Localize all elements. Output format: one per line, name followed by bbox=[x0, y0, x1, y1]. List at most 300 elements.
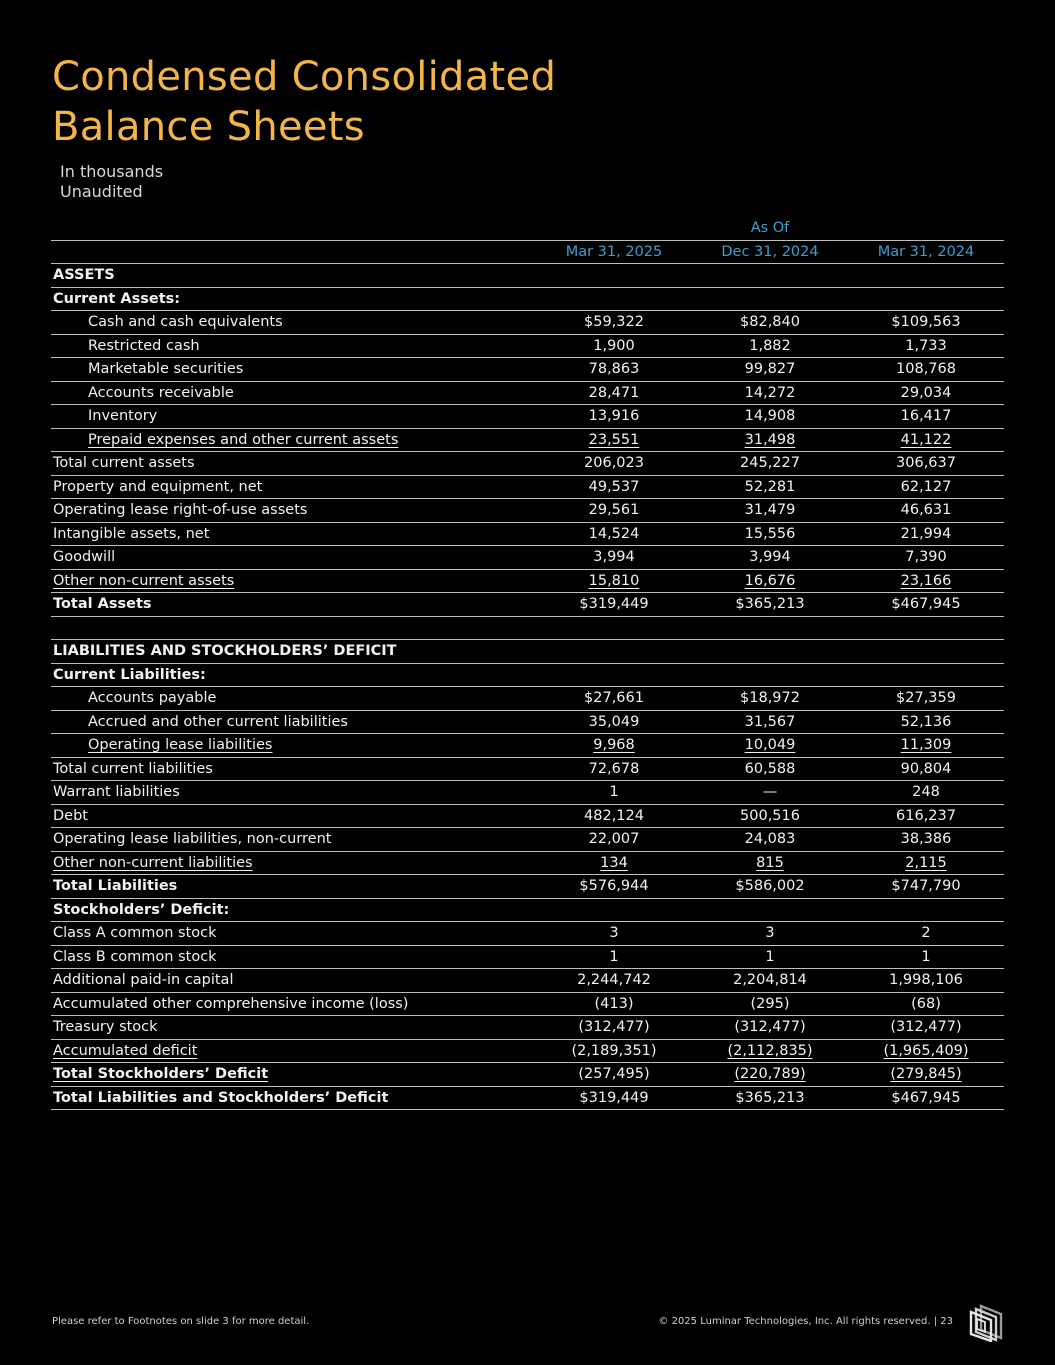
table-row bbox=[51, 358, 1004, 382]
cell-value-text: 23,166 bbox=[900, 572, 952, 589]
row-label-text: Total Liabilities bbox=[53, 878, 178, 895]
cell-value bbox=[848, 969, 1004, 993]
cell-value bbox=[848, 452, 1004, 476]
column-header-mar-2025: Mar 31, 2025 bbox=[536, 240, 692, 264]
cell-value bbox=[692, 1086, 848, 1110]
cell-value bbox=[692, 381, 848, 405]
cell-value bbox=[692, 499, 848, 523]
cell-value bbox=[692, 828, 848, 852]
row-label bbox=[51, 710, 536, 734]
cell-value bbox=[536, 569, 692, 593]
units-note: In thousands bbox=[60, 162, 164, 181]
cell-value-text: 815 bbox=[756, 854, 784, 871]
cell-value-text: 72,678 bbox=[588, 760, 640, 777]
cell-value-text: 11,309 bbox=[900, 737, 952, 754]
cell-value-text: 2,244,742 bbox=[577, 972, 651, 989]
cell-value-text: 616,237 bbox=[896, 807, 956, 824]
cell-value-text: $319,449 bbox=[579, 1089, 649, 1106]
table-row bbox=[51, 546, 1004, 570]
table-row bbox=[51, 1039, 1004, 1063]
table-row bbox=[51, 1016, 1004, 1040]
table-row bbox=[51, 875, 1004, 899]
table-row bbox=[51, 452, 1004, 476]
cell-value-text: (1,965,409) bbox=[883, 1042, 969, 1059]
row-label-text: Treasury stock bbox=[53, 1019, 158, 1036]
row-label bbox=[51, 381, 536, 405]
cell-value bbox=[536, 546, 692, 570]
row-label-text: Current Assets: bbox=[53, 290, 181, 307]
row-label bbox=[51, 1063, 536, 1087]
row-label-text: Inventory bbox=[88, 408, 158, 425]
cell-value bbox=[848, 381, 1004, 405]
row-label bbox=[51, 311, 536, 335]
row-label bbox=[51, 475, 536, 499]
cell-value-text: (413) bbox=[594, 995, 634, 1012]
cell-value-text: $576,944 bbox=[579, 878, 649, 895]
header-dates-row bbox=[51, 240, 1004, 264]
cell-value-text: 46,631 bbox=[900, 502, 952, 519]
table-row bbox=[51, 475, 1004, 499]
cell-value bbox=[848, 616, 1004, 640]
row-label-text: LIABILITIES AND STOCKHOLDERS’ DEFICIT bbox=[53, 643, 397, 660]
table-row bbox=[51, 898, 1004, 922]
cell-value bbox=[692, 405, 848, 429]
copyright-page-number: © 2025 Luminar Technologies, Inc. All rights reserved. | 23 bbox=[658, 1316, 953, 1327]
title-line-2: Balance Sheets bbox=[52, 104, 365, 150]
row-label-text: Class B common stock bbox=[53, 948, 217, 965]
cell-value-text: $365,213 bbox=[735, 1089, 805, 1106]
cell-value bbox=[692, 922, 848, 946]
cell-value-text: (2,112,835) bbox=[727, 1042, 813, 1059]
table-row bbox=[51, 334, 1004, 358]
cell-value-text: 22,007 bbox=[588, 831, 640, 848]
cell-value bbox=[536, 452, 692, 476]
cell-value-text: 41,122 bbox=[900, 431, 952, 448]
cell-value-text: 90,804 bbox=[900, 760, 952, 777]
row-label-text: Operating lease liabilities, non-current bbox=[53, 831, 332, 848]
cell-value-text: 3 bbox=[609, 925, 619, 942]
row-label-text: Accumulated deficit bbox=[53, 1042, 198, 1059]
cell-value-text: $18,972 bbox=[740, 690, 800, 707]
balance-sheet-table bbox=[51, 217, 1004, 1110]
header-as-of: As Of bbox=[536, 217, 1004, 240]
table-row bbox=[51, 264, 1004, 288]
cell-value-text: (257,495) bbox=[578, 1066, 650, 1083]
column-header-mar-2024: Mar 31, 2024 bbox=[848, 240, 1004, 264]
cell-value bbox=[692, 687, 848, 711]
row-label-text: Operating lease liabilities bbox=[88, 737, 273, 754]
cell-value bbox=[692, 875, 848, 899]
cell-value bbox=[848, 828, 1004, 852]
row-label bbox=[51, 969, 536, 993]
cell-value bbox=[848, 428, 1004, 452]
cell-value-text: 24,083 bbox=[744, 831, 796, 848]
cell-value-text: 2,115 bbox=[905, 854, 947, 871]
cell-value-text: 28,471 bbox=[588, 384, 640, 401]
cell-value-text: 14,272 bbox=[744, 384, 796, 401]
cell-value bbox=[848, 875, 1004, 899]
table-row bbox=[51, 710, 1004, 734]
cell-value bbox=[536, 499, 692, 523]
header-as-of-row bbox=[51, 217, 1004, 240]
cell-value-text: 99,827 bbox=[744, 361, 796, 378]
row-label-text: Property and equipment, net bbox=[53, 478, 263, 495]
row-label bbox=[51, 898, 536, 922]
cell-value bbox=[692, 640, 848, 664]
row-label bbox=[51, 334, 536, 358]
cell-value-text: (68) bbox=[911, 995, 941, 1012]
cell-value-text: 248 bbox=[912, 784, 940, 801]
cell-value bbox=[536, 593, 692, 617]
cell-value-text: 206,023 bbox=[584, 455, 644, 472]
cell-value-text: 38,386 bbox=[900, 831, 952, 848]
cell-value-text: $365,213 bbox=[735, 596, 805, 613]
cell-value-text: 21,994 bbox=[900, 525, 952, 542]
cell-value bbox=[692, 992, 848, 1016]
cell-value bbox=[536, 757, 692, 781]
cell-value-text: 482,124 bbox=[584, 807, 644, 824]
row-label bbox=[51, 875, 536, 899]
row-label bbox=[51, 358, 536, 382]
cell-value-text: (312,477) bbox=[890, 1019, 962, 1036]
cell-value-text: 2,204,814 bbox=[733, 972, 807, 989]
cell-value bbox=[848, 358, 1004, 382]
title-line-1: Condensed Consolidated bbox=[52, 54, 557, 100]
cell-value-text: 245,227 bbox=[740, 455, 800, 472]
row-label-text: Total Liabilities and Stockholders’ Deficit bbox=[53, 1089, 389, 1106]
cell-value-text: 3,994 bbox=[593, 549, 635, 566]
row-label-text: Total current liabilities bbox=[53, 760, 213, 777]
cell-value bbox=[536, 311, 692, 335]
cell-value-text: $467,945 bbox=[891, 596, 961, 613]
cell-value-text: (2,189,351) bbox=[571, 1042, 657, 1059]
table-row bbox=[51, 405, 1004, 429]
cell-value-text: 15,556 bbox=[744, 525, 796, 542]
cell-value-text: 1,733 bbox=[905, 337, 947, 354]
row-label-text: Other non-current liabilities bbox=[53, 854, 253, 871]
footnote-reference: Please refer to Footnotes on slide 3 for more detail. bbox=[52, 1316, 310, 1327]
row-label bbox=[51, 781, 536, 805]
table-row bbox=[51, 1086, 1004, 1110]
cell-value-text: 1,900 bbox=[593, 337, 635, 354]
cell-value bbox=[848, 311, 1004, 335]
cell-value bbox=[692, 781, 848, 805]
cell-value bbox=[536, 851, 692, 875]
cell-value bbox=[536, 781, 692, 805]
cell-value-text: (312,477) bbox=[734, 1019, 806, 1036]
cell-value-text: 16,676 bbox=[744, 572, 796, 589]
table-row bbox=[51, 569, 1004, 593]
cell-value bbox=[848, 522, 1004, 546]
cell-value bbox=[536, 616, 692, 640]
cell-value bbox=[692, 428, 848, 452]
cell-value-text: 1 bbox=[609, 948, 619, 965]
cell-value bbox=[848, 1039, 1004, 1063]
cell-value bbox=[536, 405, 692, 429]
cell-value bbox=[536, 428, 692, 452]
cell-value-text: 52,281 bbox=[744, 478, 796, 495]
row-label bbox=[51, 452, 536, 476]
cell-value bbox=[848, 898, 1004, 922]
table-row bbox=[51, 287, 1004, 311]
row-label-text: ASSETS bbox=[53, 267, 115, 284]
cell-value-text: 1,882 bbox=[749, 337, 791, 354]
table-row bbox=[51, 945, 1004, 969]
cell-value bbox=[848, 945, 1004, 969]
cell-value bbox=[848, 593, 1004, 617]
cell-value bbox=[848, 334, 1004, 358]
cell-value bbox=[692, 264, 848, 288]
spacer-row bbox=[51, 616, 1004, 640]
row-label bbox=[51, 851, 536, 875]
cell-value-text: (220,789) bbox=[734, 1066, 806, 1083]
cell-value bbox=[848, 1016, 1004, 1040]
cell-value-text: $319,449 bbox=[579, 596, 649, 613]
cell-value-text: 62,127 bbox=[900, 478, 952, 495]
cell-value bbox=[848, 640, 1004, 664]
cell-value bbox=[692, 311, 848, 335]
cell-value bbox=[692, 287, 848, 311]
table-row bbox=[51, 593, 1004, 617]
cell-value bbox=[692, 452, 848, 476]
cell-value-text: (279,845) bbox=[890, 1066, 962, 1083]
row-label bbox=[51, 687, 536, 711]
cell-value bbox=[848, 405, 1004, 429]
cell-value bbox=[536, 687, 692, 711]
row-label-text: Current Liabilities: bbox=[53, 666, 206, 683]
cell-value bbox=[848, 992, 1004, 1016]
cell-value-text: (312,477) bbox=[578, 1019, 650, 1036]
cell-value-text: 52,136 bbox=[900, 713, 952, 730]
cell-value-text: 7,390 bbox=[905, 549, 947, 566]
cell-value bbox=[536, 1039, 692, 1063]
cell-value bbox=[536, 804, 692, 828]
row-label bbox=[51, 922, 536, 946]
page-title bbox=[52, 52, 556, 152]
table-row bbox=[51, 828, 1004, 852]
cell-value-text: 31,567 bbox=[744, 713, 796, 730]
row-label-text: Debt bbox=[53, 807, 88, 824]
table-row bbox=[51, 687, 1004, 711]
cell-value bbox=[536, 710, 692, 734]
cell-value bbox=[536, 945, 692, 969]
table-row bbox=[51, 640, 1004, 664]
cell-value bbox=[848, 1086, 1004, 1110]
cell-value-text: 60,588 bbox=[744, 760, 796, 777]
cell-value-text: $27,359 bbox=[896, 690, 956, 707]
cell-value-text: 500,516 bbox=[740, 807, 800, 824]
audit-note: Unaudited bbox=[60, 182, 143, 201]
cell-value bbox=[692, 334, 848, 358]
cell-value-text: 2 bbox=[921, 925, 931, 942]
cell-value bbox=[848, 804, 1004, 828]
row-label bbox=[51, 804, 536, 828]
cell-value-text: 1 bbox=[921, 948, 931, 965]
row-label bbox=[51, 499, 536, 523]
cell-value bbox=[536, 1086, 692, 1110]
row-label-text: Restricted cash bbox=[88, 337, 200, 354]
row-label bbox=[51, 757, 536, 781]
cell-value bbox=[848, 734, 1004, 758]
row-label-text: Accumulated other comprehensive income (loss) bbox=[53, 995, 409, 1012]
cell-value bbox=[848, 1063, 1004, 1087]
cell-value-text: $27,661 bbox=[584, 690, 644, 707]
table-row bbox=[51, 499, 1004, 523]
cell-value bbox=[536, 522, 692, 546]
cell-value-text: 134 bbox=[600, 854, 628, 871]
row-label-text: Total Stockholders’ Deficit bbox=[53, 1066, 269, 1083]
cell-value-text: 23,551 bbox=[588, 431, 640, 448]
row-label bbox=[51, 1016, 536, 1040]
row-label-text: Stockholders’ Deficit: bbox=[53, 901, 230, 918]
cell-value bbox=[692, 546, 848, 570]
cell-value bbox=[848, 922, 1004, 946]
cell-value-text: 10,049 bbox=[744, 737, 796, 754]
cell-value-text: 35,049 bbox=[588, 713, 640, 730]
cell-value bbox=[692, 1039, 848, 1063]
cell-value-text: $59,322 bbox=[584, 314, 644, 331]
cell-value-text: 1,998,106 bbox=[889, 972, 963, 989]
cell-value-text: 78,863 bbox=[588, 361, 640, 378]
cell-value bbox=[692, 663, 848, 687]
cell-value-text: 15,810 bbox=[588, 572, 640, 589]
cell-value bbox=[536, 922, 692, 946]
cell-value-text: $747,790 bbox=[891, 878, 961, 895]
cell-value-text: 31,479 bbox=[744, 502, 796, 519]
table-row bbox=[51, 734, 1004, 758]
cell-value bbox=[692, 593, 848, 617]
row-label-text: Total Assets bbox=[53, 596, 152, 613]
cell-value bbox=[536, 992, 692, 1016]
row-label bbox=[51, 616, 536, 640]
table-row bbox=[51, 311, 1004, 335]
table-row bbox=[51, 1063, 1004, 1087]
cell-value-text: 1 bbox=[609, 784, 619, 801]
luminar-logo-icon bbox=[967, 1302, 1005, 1342]
cell-value-text: 13,916 bbox=[588, 408, 640, 425]
row-label bbox=[51, 428, 536, 452]
row-label-text: Accounts receivable bbox=[88, 384, 234, 401]
cell-value-text: 108,768 bbox=[896, 361, 956, 378]
row-label bbox=[51, 1086, 536, 1110]
cell-value bbox=[848, 687, 1004, 711]
row-label-text: Marketable securities bbox=[88, 361, 244, 378]
cell-value bbox=[848, 757, 1004, 781]
row-label-text: Warrant liabilities bbox=[53, 784, 180, 801]
row-label bbox=[51, 264, 536, 288]
cell-value bbox=[536, 663, 692, 687]
header-blank bbox=[51, 240, 536, 264]
cell-value bbox=[692, 1016, 848, 1040]
cell-value bbox=[536, 358, 692, 382]
cell-value bbox=[692, 522, 848, 546]
cell-value bbox=[536, 969, 692, 993]
cell-value bbox=[692, 757, 848, 781]
cell-value bbox=[536, 264, 692, 288]
cell-value bbox=[848, 546, 1004, 570]
row-label-text: Accrued and other current liabilities bbox=[88, 713, 348, 730]
row-label-text: Additional paid-in capital bbox=[53, 972, 234, 989]
cell-value-text: 1 bbox=[765, 948, 775, 965]
row-label bbox=[51, 405, 536, 429]
cell-value bbox=[536, 287, 692, 311]
cell-value bbox=[692, 569, 848, 593]
cell-value bbox=[848, 710, 1004, 734]
cell-value bbox=[692, 734, 848, 758]
cell-value bbox=[692, 969, 848, 993]
cell-value bbox=[848, 287, 1004, 311]
cell-value bbox=[848, 569, 1004, 593]
cell-value-text: — bbox=[762, 784, 778, 801]
cell-value-text: 16,417 bbox=[900, 408, 952, 425]
cell-value-text: $586,002 bbox=[735, 878, 805, 895]
row-label bbox=[51, 287, 536, 311]
row-label-text: Prepaid expenses and other current assets bbox=[88, 431, 399, 448]
cell-value-text: $109,563 bbox=[891, 314, 961, 331]
cell-value bbox=[692, 616, 848, 640]
row-label bbox=[51, 640, 536, 664]
row-label bbox=[51, 663, 536, 687]
cell-value-text: 31,498 bbox=[744, 431, 796, 448]
row-label bbox=[51, 734, 536, 758]
row-label bbox=[51, 522, 536, 546]
cell-value bbox=[536, 898, 692, 922]
cell-value-text: $467,945 bbox=[891, 1089, 961, 1106]
cell-value bbox=[692, 945, 848, 969]
cell-value bbox=[848, 264, 1004, 288]
row-label-text: Class A common stock bbox=[53, 925, 217, 942]
cell-value bbox=[536, 1063, 692, 1087]
table-row bbox=[51, 757, 1004, 781]
table-row bbox=[51, 663, 1004, 687]
row-label bbox=[51, 593, 536, 617]
cell-value bbox=[536, 334, 692, 358]
cell-value bbox=[692, 804, 848, 828]
table-row bbox=[51, 522, 1004, 546]
cell-value bbox=[692, 475, 848, 499]
table-row bbox=[51, 781, 1004, 805]
cell-value-text: 29,034 bbox=[900, 384, 952, 401]
cell-value bbox=[536, 1016, 692, 1040]
row-label bbox=[51, 569, 536, 593]
cell-value-text: 49,537 bbox=[588, 478, 640, 495]
row-label bbox=[51, 546, 536, 570]
row-label-text: Accounts payable bbox=[88, 690, 217, 707]
cell-value bbox=[536, 828, 692, 852]
cell-value-text: 3,994 bbox=[749, 549, 791, 566]
cell-value bbox=[848, 499, 1004, 523]
row-label bbox=[51, 945, 536, 969]
table-row bbox=[51, 992, 1004, 1016]
row-label-text: Total current assets bbox=[53, 455, 195, 472]
row-label bbox=[51, 1039, 536, 1063]
cell-value bbox=[536, 381, 692, 405]
cell-value bbox=[536, 640, 692, 664]
table-row bbox=[51, 922, 1004, 946]
cell-value-text: 9,968 bbox=[593, 737, 635, 754]
cell-value bbox=[848, 663, 1004, 687]
row-label bbox=[51, 992, 536, 1016]
row-label-text: Goodwill bbox=[53, 549, 116, 566]
header-blank bbox=[51, 217, 536, 240]
cell-value bbox=[692, 851, 848, 875]
cell-value bbox=[692, 710, 848, 734]
cell-value bbox=[536, 734, 692, 758]
cell-value-text: 306,637 bbox=[896, 455, 956, 472]
cell-value bbox=[692, 898, 848, 922]
cell-value bbox=[848, 851, 1004, 875]
cell-value bbox=[848, 781, 1004, 805]
